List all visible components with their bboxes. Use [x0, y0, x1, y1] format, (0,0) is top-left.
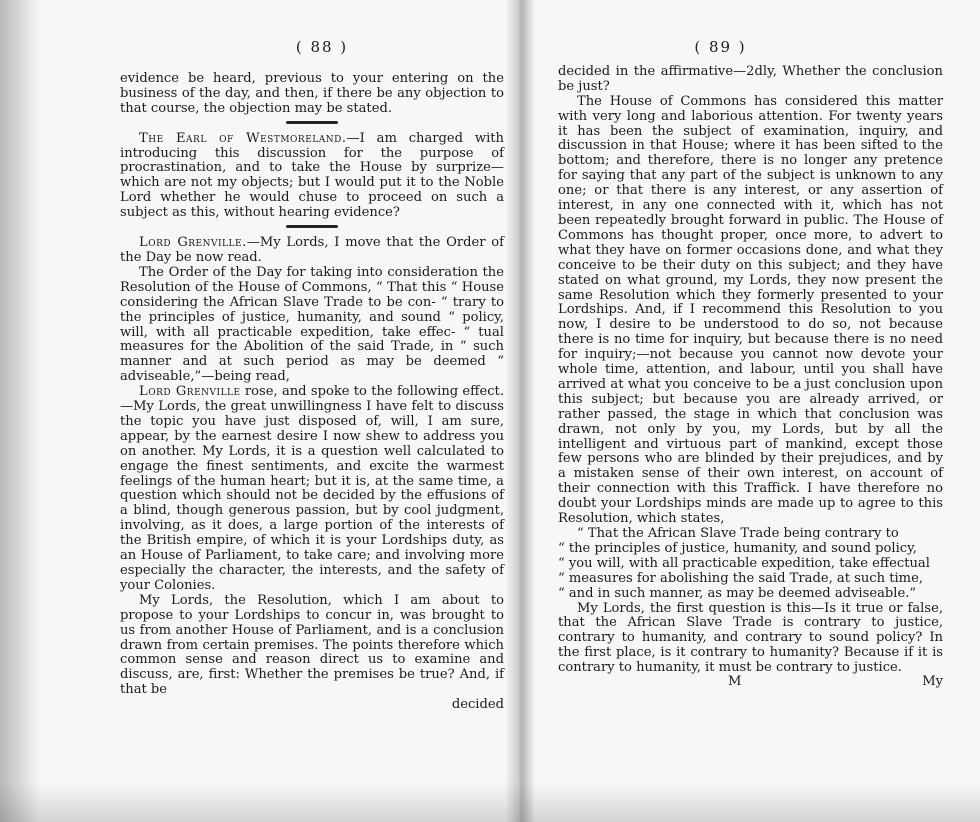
paragraph: evidence be heard, previous to your entering on the business of the day, and then, if there be any objection to that course, the objection may be stated. — [120, 70, 504, 116]
page-footer — [558, 675, 943, 690]
quoted-resolution — [558, 527, 943, 602]
quote-line: “ and in such manner, as may be deemed adviseable.” — [558, 585, 917, 601]
catchword: decided — [451, 697, 504, 713]
right-page — [558, 40, 943, 690]
quote-line: “ you will, with all practicable expedition, take effectual — [558, 555, 930, 571]
paragraph — [120, 385, 504, 594]
paragraph — [120, 236, 504, 266]
page-number: ( 89 ) — [694, 38, 747, 56]
page-edge-shadow — [0, 0, 40, 822]
quote-line: “ That the African Slave Trade being contrary to — [577, 526, 899, 541]
signature-mark: M — [728, 674, 742, 690]
paragraph: The House of Commons has considered this matter with very long and laborious attention. For twenty years it has been the subject of examination, inquiry, and discussion in that House; where it has been sifted to the bottom; and therefore, there is no longer any pretence for saying that any part of the subject is unknown to any one; or that there is any interest, or any assertion of interest, in any one connected with it, which has not been repeatedly brought forward in public. The House of Commons has thought proper, once more, to advert to what they have on former occasions done, and what they conceive to be their duty on this subject; and they have stated on what ground, my Lords, they now present the same Resolution which they formerly presented to your Lordships. And, if I recommend this Resolution to you now, I desire to be understood to do so, not because there is no time for inquiry, but because there is no need for inquiry;—not because you cannot now devote your whole time, attention, and labour, until you shall have arrived at what you conceive to be a just conclusion upon this subject; but because you are already arrived, or rather passed, the stage in which that conclusion was drawn, not only by you, my Lords, but by all the intelligent and virtuous part of mankind, except those few persons who are blinded by their prejudices, and by a mistaken sense of their own interest, on account of their connection with this Traffick. I have therefore no doubt your Lordships minds are made up to agree to this Resolution, which states, — [558, 93, 943, 527]
left-page — [120, 40, 504, 713]
paragraph: My Lords, the Resolution, which I am about to propose to your Lordships to concur in, was brought to us from another House of Parliament, and is a conclusion drawn from certain premises. The points therefore which common sense and reason direct us to examine and discuss, are, first: Whether the premises be true? And, if that be — [120, 592, 504, 698]
quote-line: “ measures for abolishing the said Trade, at such time, — [558, 570, 923, 586]
bottom-edge-shadow — [0, 782, 980, 822]
page-number: ( 88 ) — [295, 38, 349, 56]
speech-text: —I am charged with introducing this discussion for the purpose of procrastination, and to take the House by surprize—which are not my objects; but I would put it to the Noble Lord whether he would chuse to proceed on such a subject as this, without hearing evidence? — [120, 130, 504, 221]
speaker-name: Lord Grenville. — [139, 235, 247, 251]
speaker-name: The Earl of Westmoreland. — [139, 130, 347, 146]
gutter-shadow — [505, 0, 535, 822]
speech-text: rose, and spoke to the following effect.—My Lords, the great unwillingness I have felt to discuss the topic you have just disposed of, will, I am sure, appear, by the earnest desire I now shew to address you on another. My Lords, it is a question well calculated to engage the finest sentiments, and excite the warmest feelings of the human heart; but it is, at the same time, a question which should not be decided by the effusions of a blind, though generous passion, but by cool judgment, involving, as it does, a large portion of the interests of the British empire, of which it is your Lordships duty, as an House of Parliament, to take care; and involving more especially the character, the interests, and the safety of your Colonies. — [120, 384, 504, 593]
paragraph: My Lords, the first question is this—Is it true or false, that the African Slave Trade is contrary to justice, contrary to humanity, and contrary to sound policy? In the first place, is it contrary to humanity? Because if it is contrary to humanity, it must be contrary to justice. — [558, 600, 943, 676]
paragraph: decided in the affirmative—2dly, Whether the conclusion be just? — [558, 63, 943, 94]
section-rule — [286, 121, 338, 124]
paragraph — [120, 132, 504, 221]
paragraph: The Order of the Day for taking into consideration the Resolution of the House of Commons, “ That this “ House considering the African Slave Trade to be con- “ trary to the principles of justice, humanity, and sound “ policy, will, with all practicable expedition, take effec- “ tual measures for the Abolition of the said Trade, in “ such manner and at such period as may be deemed “ adviseable,”—being read, — [120, 264, 504, 385]
quote-line: “ the principles of justice, humanity, and sound policy, — [558, 540, 917, 556]
speaker-name: Lord Grenville — [139, 384, 241, 400]
section-rule — [286, 225, 338, 228]
speech-text: —My Lords, I move that the Order of the Day be now read. — [120, 235, 504, 265]
catchword: My — [922, 674, 943, 690]
